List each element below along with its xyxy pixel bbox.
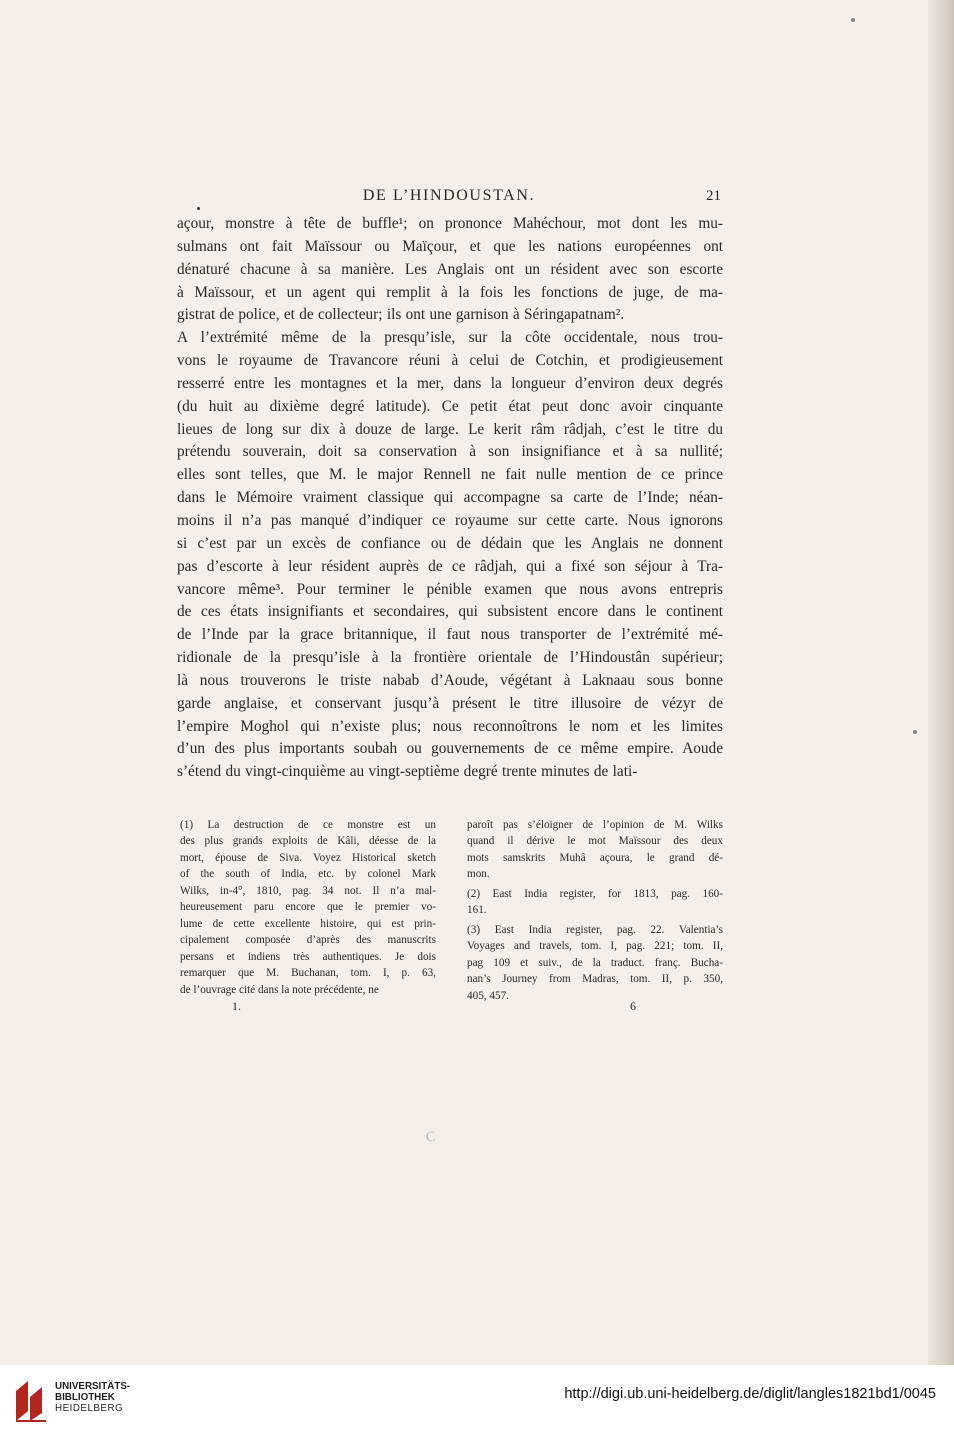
footnote-line: cipalement composée d’après des manuscrits <box>180 934 436 947</box>
footnote-line: heureusement paru encore que le premier vo- <box>180 901 436 914</box>
body-line: si c’est par un excès de confiance ou de dédain que les Anglais ne donnent <box>177 534 723 552</box>
footnote-line: Voyages and travels, tom. I, pag. 221; tom. II, <box>467 940 723 953</box>
footnote-line: lume de cette excellente histoire, qui est prin- <box>180 917 436 930</box>
footer-bar <box>0 1365 954 1440</box>
running-head-title: DE L’HINDOUSTAN. <box>362 187 536 204</box>
footnote-line: of the south of India, etc. by colonel Mark <box>180 868 436 881</box>
body-line: elles sont telles, que M. le major Rennell ne fait nulle mention de ce prince <box>177 466 723 484</box>
signature-mark-right: 6 <box>630 999 636 1013</box>
body-line: moins il n’a pas manqué d’indiquer ce royaume sur cette carte. Nous ignorons <box>177 511 723 529</box>
footnote-line: pag 109 et suiv., de la traduct. franç. Bucha- <box>467 956 723 969</box>
body-line: là nous trouverons le triste nabab d’Aoude, végétant à Laknaau sous bonne <box>177 671 723 689</box>
body-line: A l’extrémité même de la presqu’isle, sur la côte occidentale, nous trou- <box>177 329 723 347</box>
footnote-line: remarquer que M. Buchanan, tom. I, p. 63, <box>180 967 436 980</box>
footnote-line: (1) La destruction de ce monstre est un <box>180 819 436 831</box>
footnote-line: quand il dérive le mot Maïssour des deux <box>467 835 723 848</box>
body-line: açour, monstre à tête de buffle¹; on prononce Mahéchour, mot dont les mu- <box>177 215 723 232</box>
body-line: à Maïssour, et un agent qui remplit à la fois les fonctions de juge, de ma- <box>177 283 723 301</box>
body-line: de l’Inde par la grace britannique, il faut nous transporter de l’extrémité mé- <box>177 626 723 644</box>
body-line: gistrat de police, et de collecteur; ils ont une garnison à Séringapatnam². <box>177 306 625 324</box>
footnote-line: (2) East India register, for 1813, pag. 160- <box>467 887 723 900</box>
body-line: prétendu souverain, doit sa conservation à son insignifiance et à sa nullité; <box>177 443 723 461</box>
page-number: 21 <box>706 188 721 204</box>
body-text <box>177 213 723 784</box>
footnote-line: (3) East India register, pag. 22. Valentia’s <box>467 923 723 936</box>
library-name <box>55 1381 130 1414</box>
footnote-line: de l’ouvrage cité dans la note précédente, ne <box>180 983 379 996</box>
body-line: ridionale de la presqu’isle à la frontière orientale de l’Hindoustân supérieur; <box>177 649 723 667</box>
footnote-line: 161. <box>467 904 487 917</box>
body-line: de ces états insignifiants et secondaires, qui subsistent encore dans le continent <box>177 603 723 621</box>
footnotes-left-column <box>180 817 436 998</box>
body-line: pas d’escorte à leur résident auprès de ce râdjah, qui a fixé son séjour à Tra- <box>177 557 723 575</box>
footnote-line: nan’s Journey from Madras, tom. II, p. 350, <box>467 973 723 986</box>
running-head <box>177 187 721 211</box>
page-edge-shadow <box>928 0 954 1365</box>
body-line: s’étend du vingt-cinquième au vingt-septième degré trente minutes de lati- <box>177 763 638 781</box>
body-line: resserré entre les montagnes et la mer, dans la longueur d’environ deux degrés <box>177 374 723 392</box>
edge-speck <box>913 730 917 734</box>
footnote-line: des plus grands exploits de Kâli, déesse de la <box>180 835 436 848</box>
footnote-line: paroît pas s’éloigner de l’opinion de M. Wilks <box>467 819 723 831</box>
pencil-mark: C <box>424 1129 437 1146</box>
footnote-line: mots samskrits Muhâ açoura, le grand dé- <box>467 851 723 864</box>
footnote-line: 405, 457. <box>467 989 509 1002</box>
body-line: garde anglaise, et conservant jusqu’à présent le titre illusoire de vézyr de <box>177 694 723 712</box>
library-logo-icon <box>14 1379 48 1423</box>
body-line: dénaturé chacune à sa manière. Les Anglais ont un résident avec son escorte <box>177 260 723 278</box>
library-name-line1: UNIVERSITÄTS- <box>55 1381 131 1392</box>
footnote-line: persans et indiens très authentiques. Je dois <box>180 950 436 963</box>
footnote-line: mort, épouse de Siva. Voyez Historical sketch <box>180 851 436 864</box>
library-name-line3: HEIDELBERG <box>55 1403 124 1414</box>
ink-dot <box>197 207 200 210</box>
body-line: dans le Mémoire vraiment classique qui accompagne sa carte de l’Inde; néan- <box>177 489 723 507</box>
body-line: vancore même³. Pour terminer le pénible examen que nous avons entrepris <box>177 580 723 598</box>
library-name-line2: BIBLIOTHEK <box>55 1392 115 1403</box>
body-line: vons le royaume de Travancore réuni à celui de Cotchin, et prodigieusement <box>177 352 723 370</box>
signature-mark-left: 1. <box>232 999 241 1013</box>
footnotes-right-column <box>467 817 723 1004</box>
footnote-line: mon. <box>467 868 490 881</box>
body-line: d’un des plus importants soubah ou gouvernements de ce même empire. Aoude <box>177 740 723 758</box>
source-url-link[interactable]: http://digi.ub.uni-heidelberg.de/diglit/langles1821bd1/0045 <box>564 1386 936 1402</box>
edge-speck <box>851 18 855 22</box>
footnote-line: Wilks, in-4°, 1810, pag. 34 not. Il n’a mal- <box>180 884 436 897</box>
body-line: (du huit au dixième degré latitude). Ce petit état peut donc avoir cinquante <box>177 397 723 415</box>
body-line: sulmans ont fait Maïssour ou Maïçour, et que les nations européennes ont <box>177 237 723 255</box>
body-line: l’empire Moghol qui n’existe plus; nous reconnoîtrons le nom et les limites <box>177 717 723 735</box>
body-line: lieues de long sur dix à douze de large. Le kerit râm râdjah, c’est le titre du <box>177 420 723 438</box>
